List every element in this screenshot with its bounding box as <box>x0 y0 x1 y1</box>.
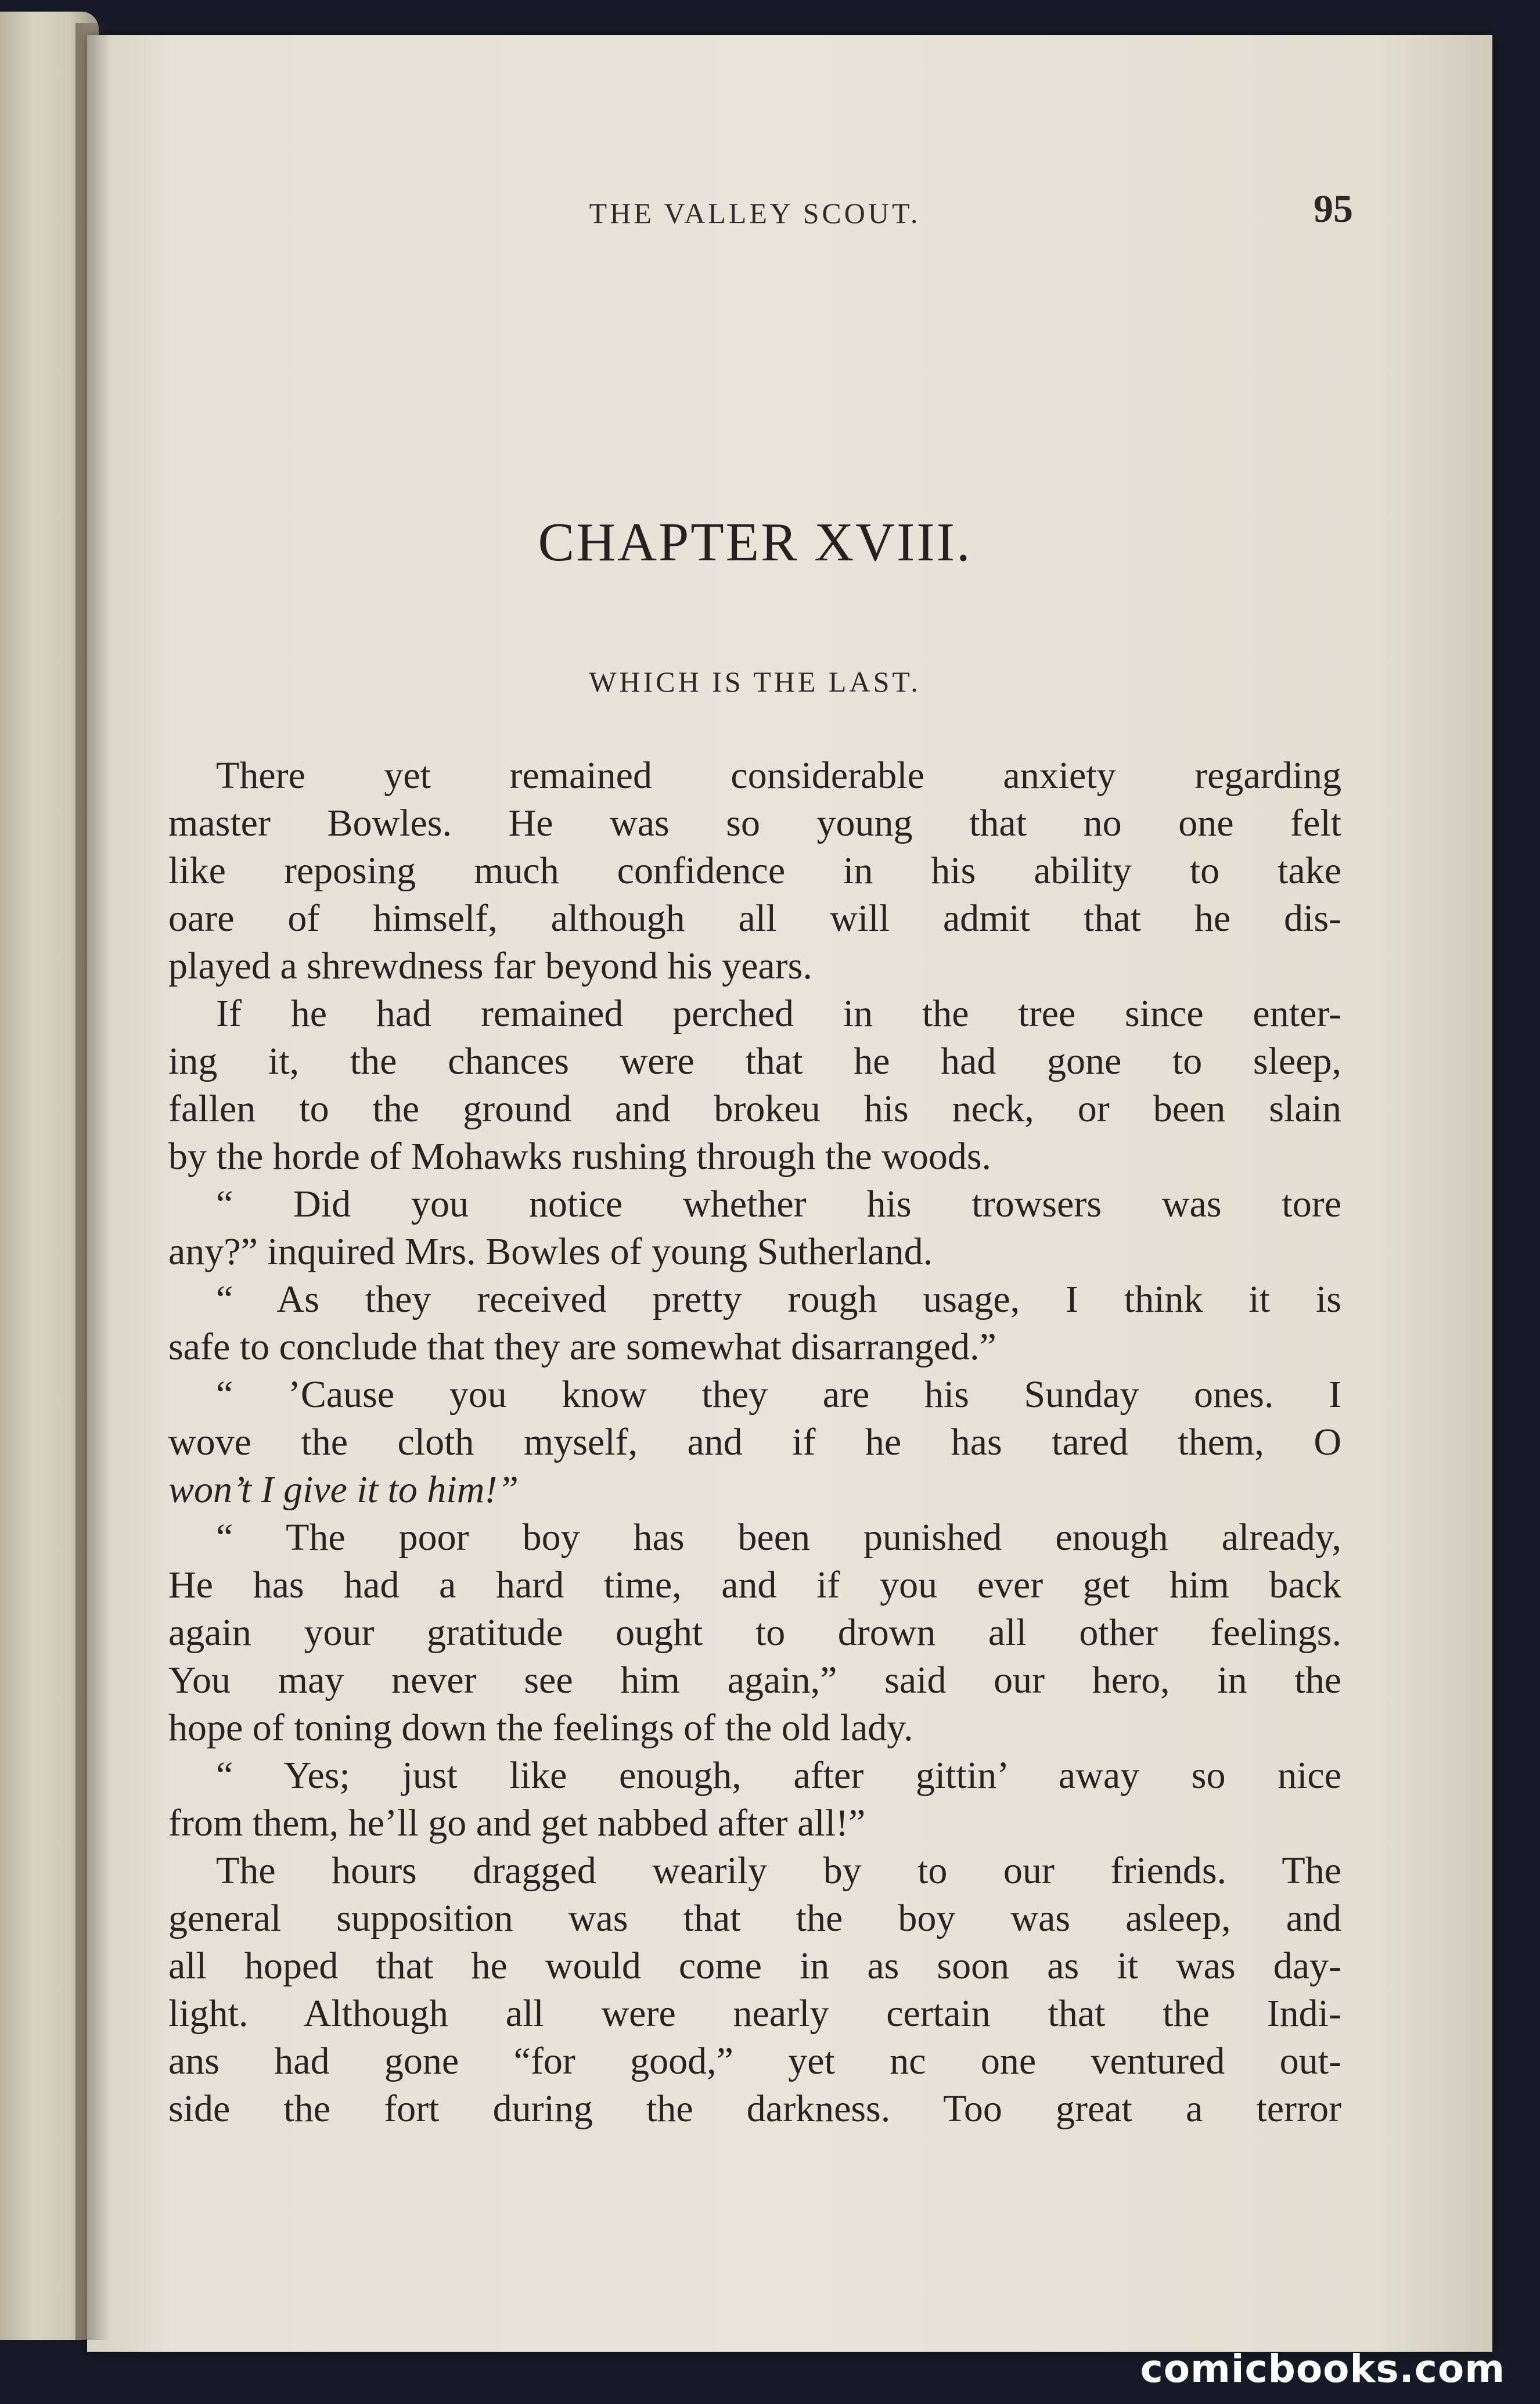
gutter-shadow <box>75 23 110 2340</box>
text-line: fallen to the ground and brokeu his neck, or been slain <box>168 1088 1341 1130</box>
text-line: “ Did you notice whether his trowsers was tore <box>216 1183 1341 1225</box>
text-line: wove the cloth myself, and if he has tared them, O <box>168 1421 1341 1463</box>
text-line: side the fort during the darkness. Too great a terror <box>168 2088 1341 2130</box>
body-text <box>168 752 1341 2133</box>
text-line: If he had remained perched in the tree since enter- <box>216 992 1341 1035</box>
text-line: hope of toning down the feelings of the old lady. <box>168 1707 913 1749</box>
running-head: THE VALLEY SCOUT. <box>589 197 921 229</box>
text-line: safe to conclude that they are somewhat disarranged.” <box>168 1326 996 1368</box>
text-line: You may never see him again,” said our hero, in the <box>168 1659 1341 1701</box>
text-line: won’t I give it to him!” <box>168 1469 519 1511</box>
text-line: The hours dragged wearily by to our friends. The <box>216 1849 1341 1892</box>
page-number: 95 <box>1314 186 1353 231</box>
text-line: general supposition was that the boy was asleep, and <box>168 1897 1341 1939</box>
text-line: played a shrewdness far beyond his years. <box>168 945 812 987</box>
watermark-logo: comicbooks.com <box>1140 2347 1505 2391</box>
page-header <box>168 174 1353 244</box>
text-line: like reposing much confidence in his ability to take <box>168 850 1341 892</box>
chapter-subtitle: WHICH IS THE LAST. <box>589 665 921 698</box>
text-line: “ As they received pretty rough usage, I think it is <box>216 1278 1341 1320</box>
text-line: any?” inquired Mrs. Bowles of young Sutherland. <box>168 1230 933 1273</box>
text-line: from them, he’ll go and get nabbed after all!” <box>168 1802 866 1844</box>
text-line: There yet remained considerable anxiety regarding <box>216 754 1341 797</box>
text-line: oare of himself, although all will admit that he dis- <box>168 897 1341 940</box>
chapter-title: CHAPTER XVIII. <box>538 512 972 573</box>
text-line: by the horde of Mohawks rushing through the woods. <box>168 1135 992 1178</box>
text-line: He has had a hard time, and if you ever get him back <box>168 1564 1341 1606</box>
text-line: “ Yes; just like enough, after gittin’ away so nice <box>216 1754 1341 1797</box>
text-line: ans had gone “for good,” yet nc one ventured out- <box>168 2040 1341 2082</box>
text-line: all hoped that he would come in as soon as it was day- <box>168 1945 1341 1987</box>
text-line: ing it, the chances were that he had gone to sleep, <box>168 1040 1341 1082</box>
book-page <box>87 35 1492 2352</box>
text-line: “ ’Cause you know they are his Sunday ones. I <box>216 1373 1341 1416</box>
text-line: light. Although all were nearly certain that the Indi- <box>168 1992 1341 2035</box>
text-line: again your gratitude ought to drown all other feelings. <box>168 1611 1341 1654</box>
text-line: master Bowles. He was so young that no one felt <box>168 802 1341 844</box>
text-line: “ The poor boy has been punished enough already, <box>216 1516 1341 1559</box>
